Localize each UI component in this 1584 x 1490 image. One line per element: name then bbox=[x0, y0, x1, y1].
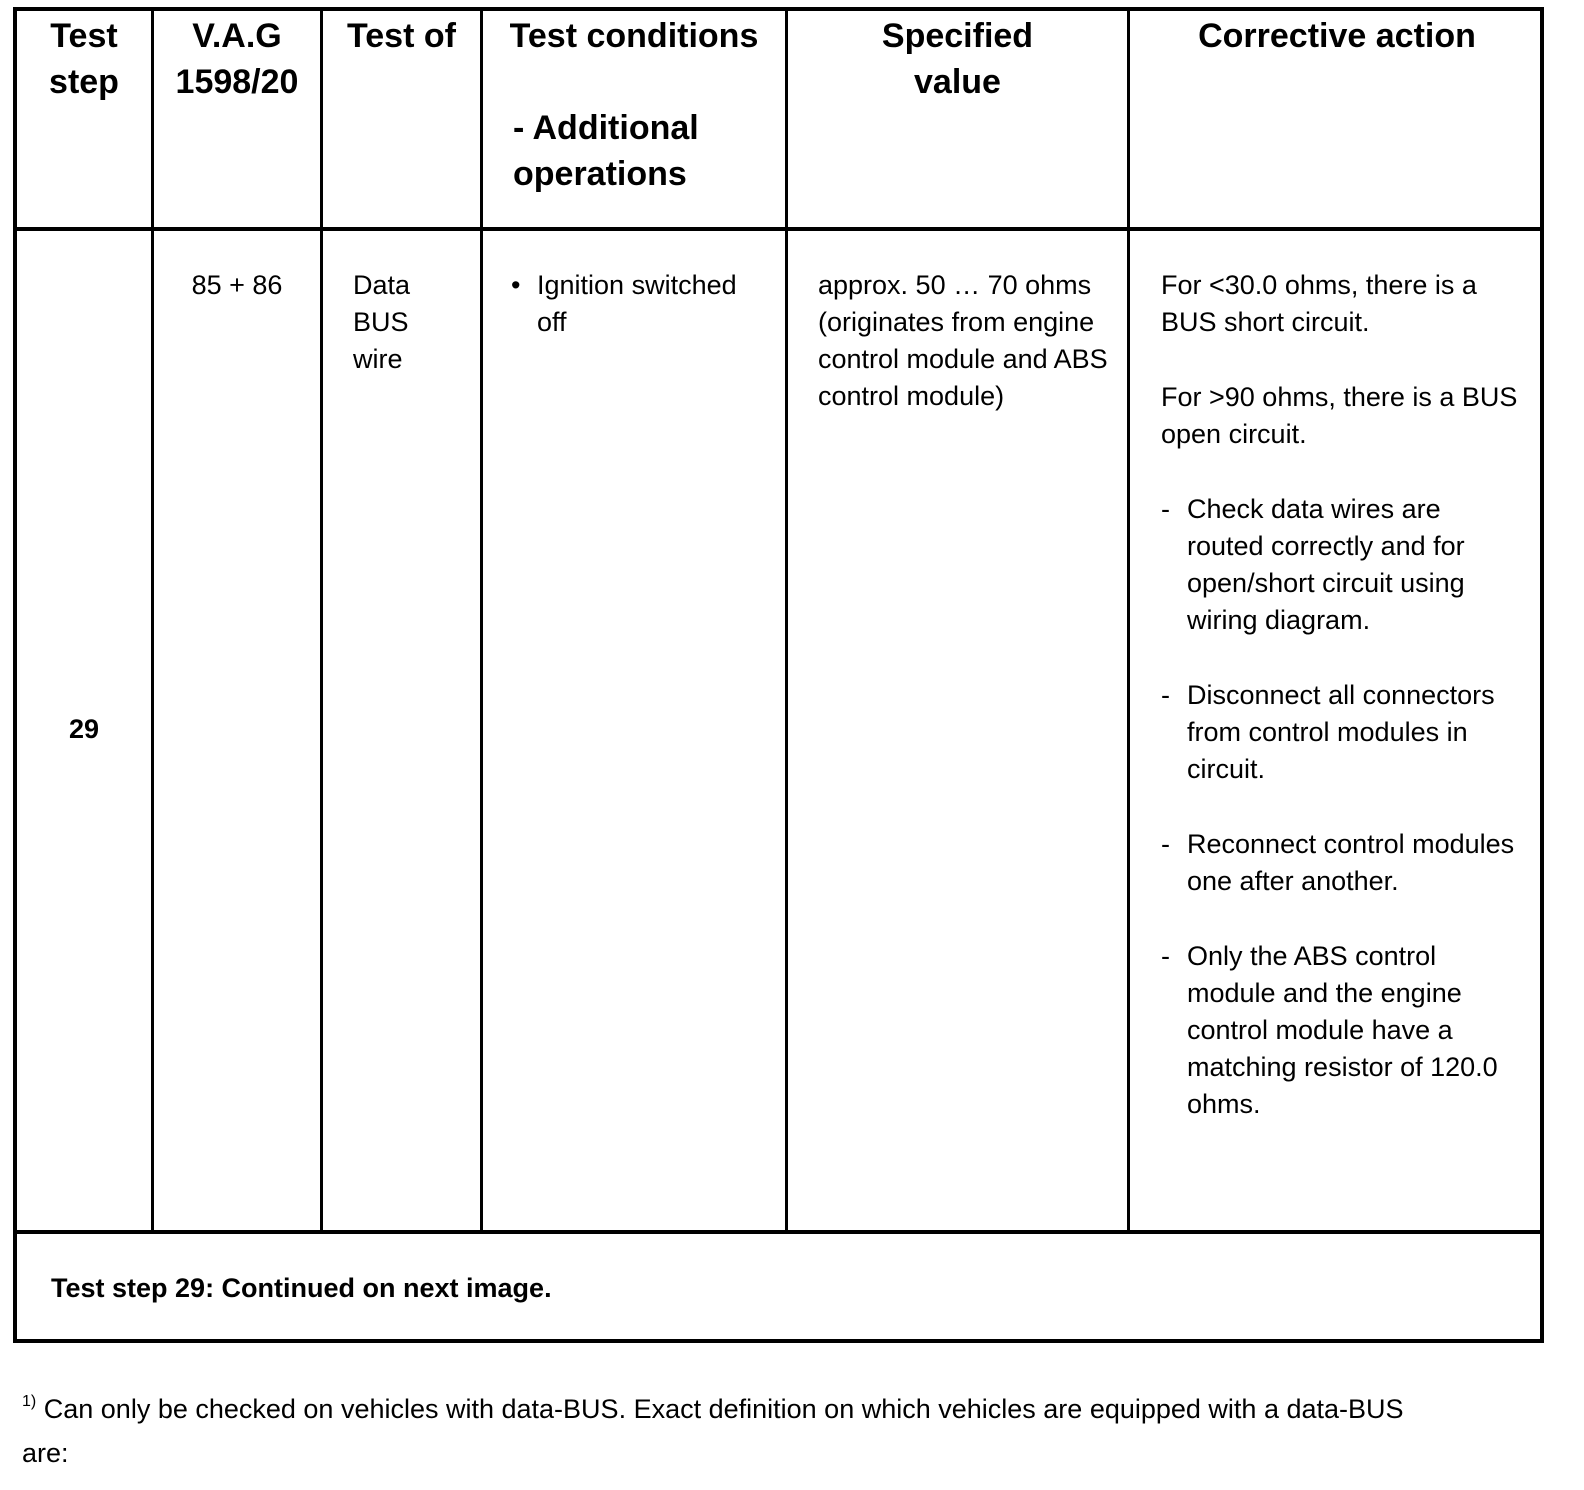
header-test-conditions bbox=[483, 13, 785, 197]
corrective-step-text: Disconnect all connectors from control modules in circuit. bbox=[1187, 680, 1495, 784]
cell-specified-value bbox=[818, 267, 1113, 415]
header-text: value bbox=[914, 63, 1001, 101]
dash-icon: - bbox=[1161, 829, 1170, 859]
header-vag bbox=[154, 13, 320, 105]
column-divider bbox=[320, 11, 323, 1233]
cell-test-of bbox=[353, 267, 473, 378]
test-of-text: wire bbox=[353, 344, 403, 374]
corrective-step bbox=[1161, 491, 1521, 639]
continuation-note: Test step 29: Continued on next image. bbox=[51, 1273, 552, 1303]
condition-item bbox=[511, 267, 773, 341]
corrective-step-text: Only the ABS control module and the engine control module have a matching resistor of 120.0 ohms. bbox=[1187, 941, 1498, 1119]
cell-test-conditions bbox=[511, 267, 773, 341]
header-text: Test conditions bbox=[509, 17, 759, 55]
bullet-icon: • bbox=[511, 270, 521, 300]
header-text: Corrective action bbox=[1198, 17, 1476, 55]
header-text: V.A.G bbox=[192, 17, 282, 55]
header-text: Test of bbox=[347, 17, 456, 55]
header-text: Test bbox=[50, 17, 118, 55]
vag-pins: 85 + 86 bbox=[191, 270, 283, 300]
dash-icon: - bbox=[1161, 941, 1170, 971]
column-divider bbox=[151, 11, 154, 1233]
header-text: operations bbox=[513, 155, 687, 193]
cell-test-step bbox=[17, 711, 151, 748]
column-divider bbox=[785, 11, 788, 1233]
test-step-number: 29 bbox=[68, 714, 100, 744]
dash-icon: - bbox=[1161, 680, 1170, 710]
footnote-text: Can only be checked on vehicles with data-BUS. Exact definition on which vehicles are equipped with a data-BUS are: bbox=[22, 1394, 1404, 1468]
header-text: Specified bbox=[881, 17, 1034, 55]
test-of-text: Data bbox=[353, 270, 411, 300]
header-corrective-action bbox=[1130, 13, 1544, 59]
specified-value-text: approx. 50 … 70 ohms (originates from engine control module and ABS control module) bbox=[818, 270, 1108, 411]
header-test-of bbox=[323, 13, 480, 59]
header-text: 1598/20 bbox=[175, 63, 299, 101]
header-divider bbox=[17, 227, 1540, 231]
footnote-marker: 1) bbox=[22, 1393, 37, 1410]
footnote bbox=[22, 1380, 1442, 1475]
corrective-step bbox=[1161, 826, 1521, 900]
test-table bbox=[13, 7, 1544, 1343]
cell-corrective-action bbox=[1161, 267, 1521, 1161]
corrective-step-text: Check data wires are routed correctly and for open/short circuit using wiring diagram. bbox=[1187, 494, 1465, 635]
column-divider bbox=[1127, 11, 1130, 1233]
header-test-step bbox=[17, 13, 151, 105]
corrective-paragraph: For <30.0 ohms, there is a BUS short circuit. bbox=[1161, 270, 1477, 337]
header-specified-value bbox=[788, 13, 1127, 105]
test-of-text: BUS bbox=[353, 307, 409, 337]
header-text: step bbox=[49, 63, 119, 101]
corrective-step bbox=[1161, 677, 1521, 788]
corrective-step-text: Reconnect control modules one after another. bbox=[1187, 829, 1515, 896]
condition-text: Ignition switched off bbox=[537, 270, 737, 337]
corrective-paragraph: For >90 ohms, there is a BUS open circuit. bbox=[1161, 382, 1518, 449]
cell-vag bbox=[154, 267, 320, 304]
dash-icon: - bbox=[1161, 494, 1170, 524]
corrective-step bbox=[1161, 938, 1521, 1123]
row-divider bbox=[17, 1230, 1540, 1234]
header-text: - Additional bbox=[513, 109, 699, 147]
